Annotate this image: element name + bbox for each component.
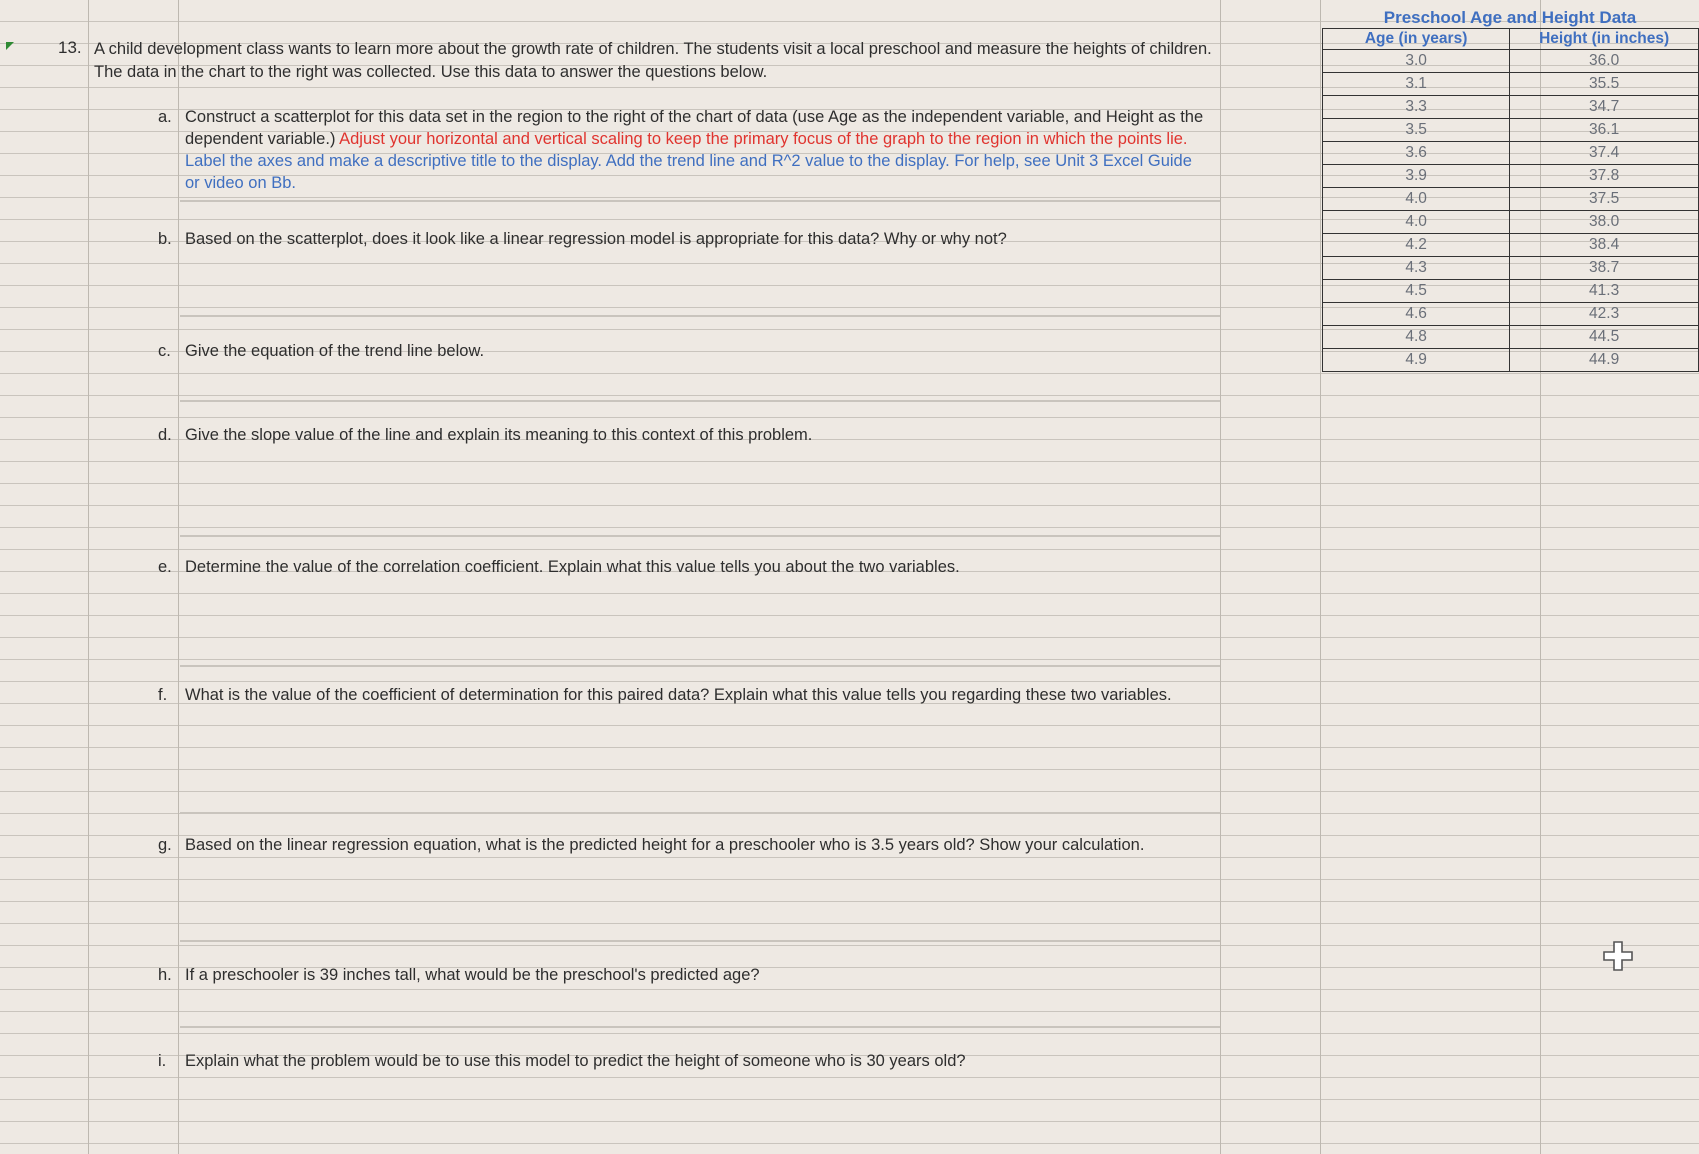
part-h-text: If a preschooler is 39 inches tall, what would be the preschool's predicted age? [185,966,760,984]
cell-cursor-icon [1602,940,1634,972]
table-row [1323,165,1699,188]
part-g-text: Based on the linear regression equation, what is the predicted height for a preschooler who is 3.5 years old? Show your calculation. [185,836,1145,854]
part-c-text: Give the equation of the trend line below. [185,342,485,360]
part-h-letter: h. [158,966,172,984]
table-row [1323,257,1699,280]
part-c-letter: c. [158,342,171,360]
age-cell[interactable]: 4.0 [1323,188,1510,211]
age-cell[interactable]: 4.6 [1323,303,1510,326]
height-cell[interactable]: 35.5 [1510,73,1699,96]
part-a-text [185,106,1205,194]
part-i-text: Explain what the problem would be to use this model to predict the height of someone who is 30 years old? [185,1052,966,1070]
height-cell[interactable]: 38.7 [1510,257,1699,280]
part-d-letter: d. [158,426,172,444]
height-cell[interactable]: 37.8 [1510,165,1699,188]
table-row [1323,280,1699,303]
part-a-blue: Label the axes and make a descriptive title to the display. Add the trend line and R^2 value to the display. For help, see Unit 3 Excel Guide or video on Bb. [185,152,1192,192]
table-row [1323,119,1699,142]
table-row [1323,50,1699,73]
table-row [1323,73,1699,96]
part-b-letter: b. [158,230,172,248]
table-title: Preschool Age and Height Data [1383,8,1637,27]
age-cell[interactable]: 3.9 [1323,165,1510,188]
table-row [1323,211,1699,234]
age-cell[interactable]: 4.8 [1323,326,1510,349]
age-cell[interactable]: 3.5 [1323,119,1510,142]
age-cell[interactable]: 4.0 [1323,211,1510,234]
table-body [1323,50,1699,372]
height-cell[interactable]: 44.9 [1510,349,1699,372]
question-stem: A child development class wants to learn more about the growth rate of children. The students visit a local preschool and measure the heights of children. The data in the chart to the right was collected. Use this data to answer the questions below. [94,40,1212,81]
height-cell[interactable]: 44.5 [1510,326,1699,349]
height-cell[interactable]: 37.5 [1510,188,1699,211]
part-g-letter: g. [158,836,172,854]
part-e-letter: e. [158,558,172,576]
table-row [1323,326,1699,349]
height-cell[interactable]: 41.3 [1510,280,1699,303]
header-age[interactable]: Age (in years) [1323,29,1510,50]
part-a-red: Adjust your horizontal and vertical scaling to keep the primary focus of the graph to the region in which the points lie. [339,130,1188,148]
question-number: 13. [58,38,82,57]
age-cell[interactable]: 4.5 [1323,280,1510,303]
height-cell[interactable]: 36.1 [1510,119,1699,142]
table-row [1323,303,1699,326]
height-cell[interactable]: 34.7 [1510,96,1699,119]
age-cell[interactable]: 4.3 [1323,257,1510,280]
part-f-text: What is the value of the coefficient of determination for this paired data? Explain what this value tells you regarding these two variables. [185,686,1172,704]
data-table [1322,28,1699,372]
age-cell[interactable]: 3.1 [1323,73,1510,96]
table-row [1323,96,1699,119]
part-a-letter: a. [158,108,172,126]
part-i-letter: i. [158,1052,167,1070]
table-row [1323,188,1699,211]
height-cell[interactable]: 42.3 [1510,303,1699,326]
age-cell[interactable]: 3.6 [1323,142,1510,165]
age-cell[interactable]: 4.9 [1323,349,1510,372]
height-cell[interactable]: 37.4 [1510,142,1699,165]
part-a-plain: Construct a scatterplot for this data set in the region to the right of the chart of data (use Age as the independent variable, and Height as the dependent variable.) [185,108,1204,148]
age-cell[interactable]: 3.3 [1323,96,1510,119]
part-d-text: Give the slope value of the line and explain its meaning to this context of this problem. [185,426,813,444]
table-row [1323,349,1699,372]
height-cell[interactable]: 38.4 [1510,234,1699,257]
header-height[interactable]: Height (in inches) [1510,29,1699,50]
age-cell[interactable]: 4.2 [1323,234,1510,257]
table-header-row [1323,29,1699,50]
height-cell[interactable]: 36.0 [1510,50,1699,73]
part-f-letter: f. [158,686,168,704]
comment-marker-icon [6,42,14,50]
age-cell[interactable]: 3.0 [1323,50,1510,73]
part-e-text: Determine the value of the correlation coefficient. Explain what this value tells you about the two variables. [185,558,960,576]
part-b-text: Based on the scatterplot, does it look like a linear regression model is appropriate for this data? Why or why not? [185,230,1007,248]
height-cell[interactable]: 38.0 [1510,211,1699,234]
table-row [1323,142,1699,165]
table-row [1323,234,1699,257]
